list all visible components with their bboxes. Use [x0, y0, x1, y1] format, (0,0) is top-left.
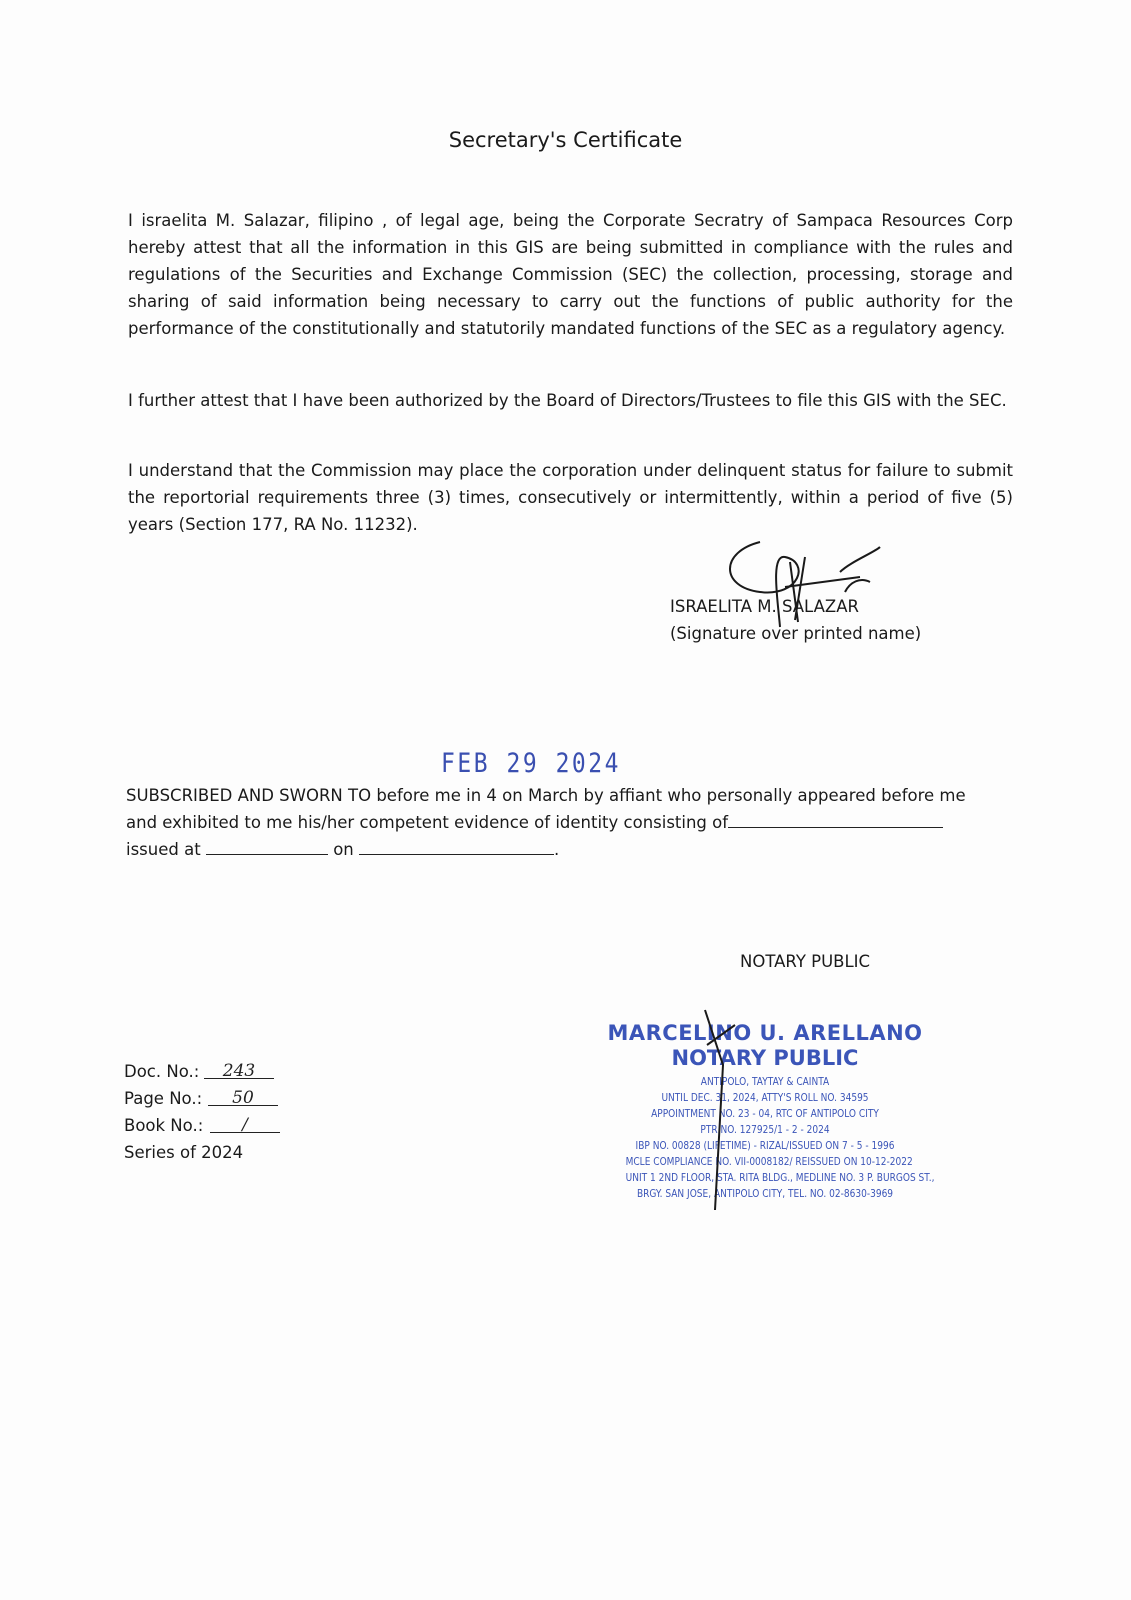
notary-public-label: NOTARY PUBLIC — [740, 952, 871, 971]
jurat-section — [126, 782, 1026, 863]
notary-stamp-name: MARCELINO U. ARELLANO — [607, 1021, 923, 1045]
notary-stamp-line: ANTIPOLO, TAYTAY & CAINTA — [700, 1075, 830, 1088]
jurat-period: . — [554, 840, 560, 859]
delinquency-paragraph: I understand that the Commission may place the corporation under delinquent status for failure to submit the reportorial requirements three (3) times, consecutively or intermittently, within a period of five (5) years (Section 177, RA No. 11232). — [128, 461, 1013, 534]
page-number-label: Page No.: — [124, 1089, 203, 1108]
signature-block — [670, 532, 970, 662]
on-date-blank — [359, 837, 554, 855]
page-number-row — [124, 1085, 254, 1112]
book-number-row — [124, 1112, 248, 1139]
jurat-line-1: SUBSCRIBED AND SWORN TO before me in 4 on March by affiant who personally appeared before me — [126, 786, 966, 805]
doc-number-value: 243 — [204, 1058, 274, 1079]
notary-signature-stroke — [695, 1005, 755, 1215]
authorization-paragraph: I further attest that I have been authorized by the Board of Directors/Trustees to file this GIS with the SEC. — [128, 391, 1007, 410]
identity-evidence-blank — [728, 810, 943, 828]
jurat-line-2-text: and exhibited to me his/her competent evidence of identity consisting of — [126, 813, 729, 832]
notary-stamp-line: BRGY. SAN JOSE, ANTIPOLO CITY, TEL. NO. 02-8630-3969 — [636, 1187, 894, 1200]
notary-stamp — [595, 1020, 935, 1202]
notary-stamp-line: IBP NO. 00828 (LIFETIME) - RIZAL/ISSUED ON 7 - 5 - 1996 — [635, 1139, 895, 1152]
book-number-value: / — [210, 1112, 280, 1133]
notary-stamp-line: UNTIL DEC. 31, 2024, ATTY'S ROLL NO. 34595 — [661, 1091, 869, 1104]
issued-at-label: issued at — [126, 840, 201, 859]
document-title: Secretary's Certificate — [448, 128, 683, 152]
page-number-value: 50 — [208, 1085, 278, 1106]
jurat-line-3 — [126, 836, 1026, 863]
doc-number-row — [124, 1058, 256, 1085]
series-row — [124, 1139, 243, 1166]
on-label: on — [333, 840, 354, 859]
notarial-register-info — [124, 1058, 256, 1166]
notary-stamp-line: MCLE COMPLIANCE NO. VII-0008182/ REISSUED ON 10-12-2022 — [625, 1155, 913, 1168]
date-stamp: FEB 29 2024 — [441, 748, 622, 779]
doc-number-label: Doc. No.: — [124, 1062, 200, 1081]
notary-stamp-line: PTR NO. 127925/1 - 2 - 2024 — [700, 1123, 830, 1136]
signatory-name: ISRAELITA M. SALAZAR — [670, 597, 859, 616]
jurat-line-2 — [126, 809, 1026, 836]
notary-stamp-line: APPOINTMENT NO. 23 - 04, RTC OF ANTIPOLO CITY — [651, 1107, 879, 1120]
signatory-caption: (Signature over printed name) — [670, 624, 922, 643]
book-number-label: Book No.: — [124, 1116, 204, 1135]
issued-at-blank — [206, 837, 328, 855]
notary-stamp-title: NOTARY PUBLIC — [671, 1046, 859, 1070]
attestation-paragraph: I israelita M. Salazar, filipino , of legal age, being the Corporate Secratry of Sampaca Resources Corp hereby attest that all the information in this GIS are being submitted in compliance with the rules and regulations of the Securities and Exchange Commission (SEC) the collection, processing, storage and sharing of said information being necessary to carry out the functions of public authority for the performance of the constitutionally and statutorily mandated functions of the SEC as a regulatory agency. — [128, 211, 1013, 338]
series-label: Series of 2024 — [124, 1143, 244, 1162]
notary-stamp-line: UNIT 1 2ND FLOOR, STA. RITA BLDG., MEDLINE NO. 3 P. BURGOS ST., — [625, 1171, 935, 1184]
